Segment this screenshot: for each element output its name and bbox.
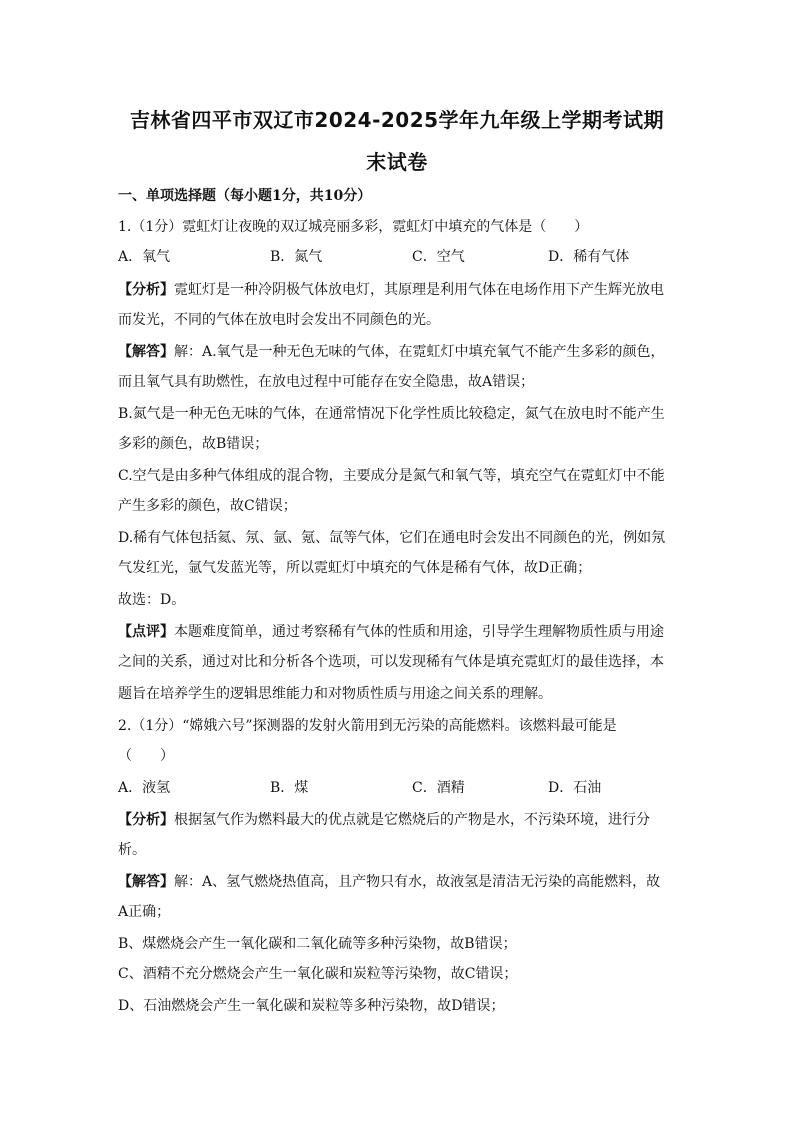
q2-answer-line-4: C、酒精不充分燃烧会产生一氧化碳和炭粒等污染物，故C错误； xyxy=(118,966,518,982)
q1-answer-line-2: 而且氧气具有助燃性，在放电过程中可能存在安全隐患，故A错误； xyxy=(118,374,535,390)
analysis-tag: 【分析】 xyxy=(118,812,174,828)
q1-answer-line-9: 故选：D。 xyxy=(118,592,186,608)
comment-tag: 【点评】 xyxy=(118,624,174,640)
q2-option-c: C．酒精 xyxy=(412,780,465,796)
q1-option-d: D．稀有气体 xyxy=(548,249,630,265)
q1-option-c: C．空气 xyxy=(412,249,465,265)
analysis-tag: 【分析】 xyxy=(118,282,174,298)
q2-option-b: B．煤 xyxy=(270,780,309,796)
q1-answer-line-3: B.氮气是一种无色无味的气体，在通常情况下化学性质比较稳定，氮气在放电时不能产生 xyxy=(118,406,665,422)
q2-analysis-line-1 xyxy=(118,810,678,830)
analysis-text: 根据氢气作为燃料最大的优点就是它燃烧后的产物是水，不污染环境，进行分 xyxy=(174,812,650,828)
q1-comment-line-1 xyxy=(118,622,678,642)
answer-tag: 【解答】 xyxy=(118,344,174,360)
q1-comment-line-3: 题旨在培养学生的逻辑思维能力和对物质性质与用途之间关系的理解。 xyxy=(118,686,552,702)
q1-answer-line-5: C.空气是由多种气体组成的混合物，主要成分是氮气和氧气等，填充空气在霓虹灯中不能 xyxy=(118,468,665,484)
page-title-line-2: 末试卷 xyxy=(366,150,428,174)
q1-analysis-line-2: 而发光，不同的气体在放电时会发出不同颜色的光。 xyxy=(118,312,440,328)
q1-answer-line-1 xyxy=(118,342,678,362)
q1-comment-line-2: 之间的关系，通过对比和分析各个选项，可以发现稀有气体是填充霓虹灯的最佳选择，本 xyxy=(118,654,664,670)
answer-tag: 【解答】 xyxy=(118,874,174,890)
q1-answer-line-6: 产生多彩的颜色，故C错误； xyxy=(118,498,297,514)
q1-option-a: A．氧气 xyxy=(118,249,171,265)
q1-option-b: B．氮气 xyxy=(270,249,323,265)
q1-answer-line-7: D.稀有气体包括氦、氖、氩、氪、氙等气体，它们在通电时会发出不同颜色的光，例如氖 xyxy=(118,530,666,546)
question-1-stem: 1.（1分）霓虹灯让夜晚的双辽城亮丽多彩，霓虹灯中填充的气体是（ ） xyxy=(118,219,589,235)
question-2-stem-line-2: （ ） xyxy=(118,748,174,764)
q1-answer-line-4: 多彩的颜色，故B错误； xyxy=(118,436,269,452)
q2-answer-line-5: D、石油燃烧会产生一氧化碳和炭粒等多种污染物，故D错误； xyxy=(118,998,505,1014)
q1-answer-line-8: 气发红光，氩气发蓝光等，所以霓虹灯中填充的气体是稀有气体，故D正确； xyxy=(118,560,592,576)
q1-analysis-line-1 xyxy=(118,280,678,300)
q2-analysis-line-2: 析。 xyxy=(118,842,146,858)
q2-answer-line-2: A正确； xyxy=(118,904,171,920)
page-title-line-1: 吉林省四平市双辽市2024-2025学年九年级上学期考试期 xyxy=(129,108,665,132)
q2-option-a: A．液氢 xyxy=(118,780,171,796)
q2-answer-line-3: B、煤燃烧会产生一氧化碳和二氧化硫等多种污染物，故B错误； xyxy=(118,936,517,952)
analysis-text: 霓虹灯是一种冷阴极气体放电灯，其原理是利用气体在电场作用下产生辉光放电 xyxy=(174,282,664,298)
answer-text: 解：A、氢气燃烧热值高，且产物只有水，故液氢是清洁无污染的高能燃料，故 xyxy=(174,874,661,890)
q2-option-d: D．石油 xyxy=(548,780,602,796)
section-heading: 一、单项选择题（每小题1分，共10分） xyxy=(118,188,372,204)
answer-text: 解：A.氧气是一种无色无味的气体，在霓虹灯中填充氧气不能产生多彩的颜色， xyxy=(174,344,665,360)
comment-text: 本题难度简单，通过考察稀有气体的性质和用途，引导学生理解物质性质与用途 xyxy=(174,624,664,640)
q2-answer-line-1 xyxy=(118,872,678,892)
question-2-stem-line-1: 2.（1分）“嫦娥六号”探测器的发射火箭用到无污染的高能燃料。该燃料最可能是 xyxy=(118,718,617,734)
